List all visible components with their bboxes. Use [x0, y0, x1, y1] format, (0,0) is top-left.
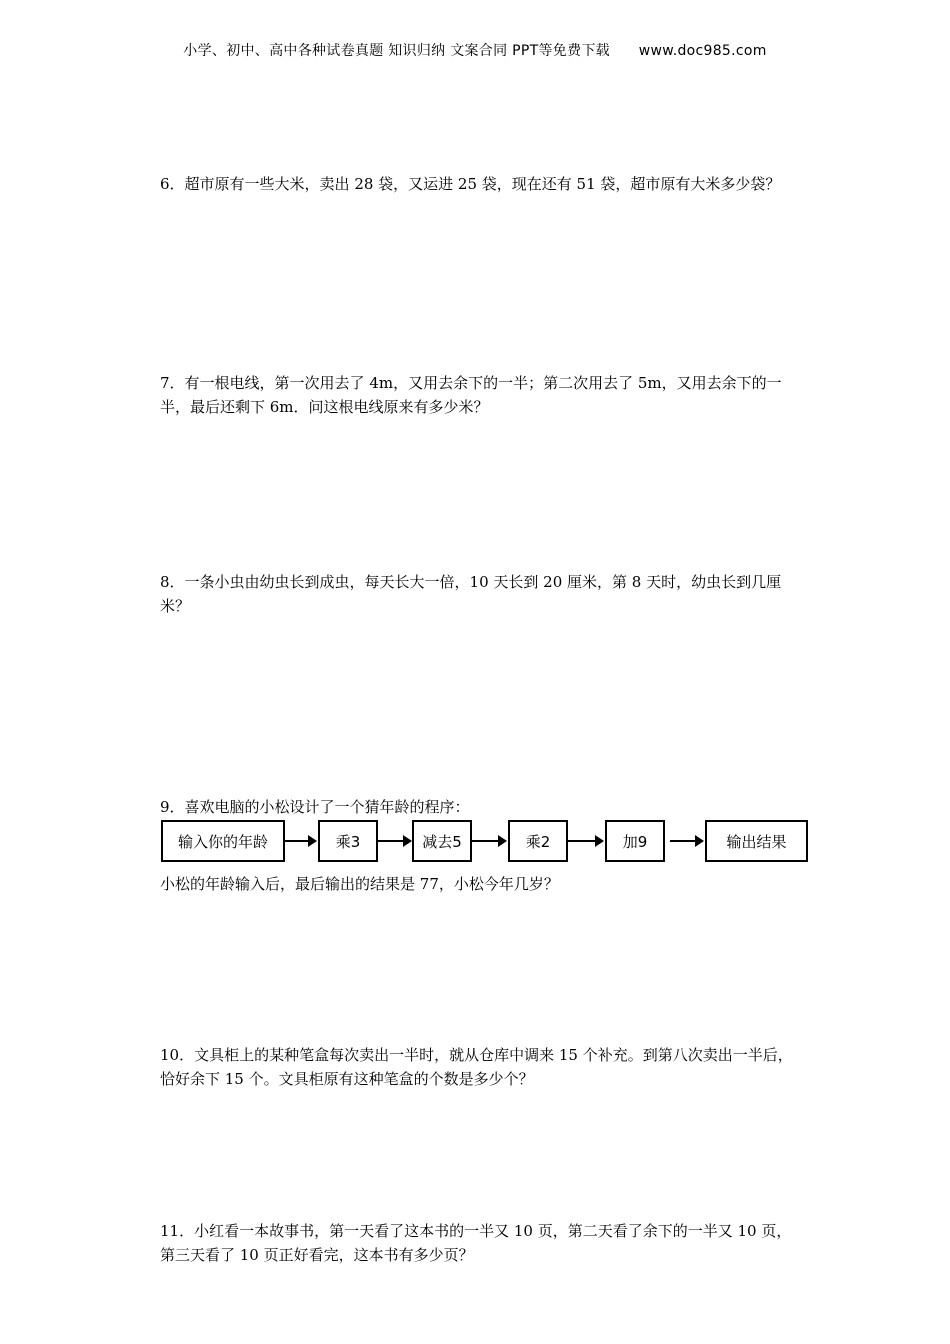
page-header — [0, 40, 950, 60]
flow-step-multiply-2: 乘2 — [508, 820, 568, 862]
flow-step-multiply-3: 乘3 — [318, 820, 378, 862]
flow-step-output: 输出结果 — [705, 820, 808, 862]
age-program-flowchart — [160, 820, 810, 866]
flow-step-add-9: 加9 — [605, 820, 665, 862]
question-10: 10．文具柜上的某种笔盒每次卖出一半时，就从仓库中调来 15 个补充。到第八次卖出一半后，恰好余下 15 个。文具柜原有这种笔盒的个数是多少个？ — [160, 1046, 793, 1088]
question-9-intro: 9．喜欢电脑的小松设计了一个猜年龄的程序： — [160, 798, 470, 816]
flow-step-input: 输入你的年龄 — [161, 820, 285, 862]
question-8: 8．一条小虫由幼虫长到成虫，每天长大一倍，10 天长到 20 厘米，第 8 天时，幼虫长到几厘米？ — [160, 573, 782, 615]
flow-arrow — [670, 840, 702, 842]
question-6: 6．超市原有一些大米，卖出 28 袋，又运进 25 袋，现在还有 51 袋，超市原有大米多少袋？ — [160, 175, 781, 193]
flow-arrow — [378, 840, 410, 842]
question-9-text: 小松的年龄输入后，最后输出的结果是 77，小松今年几岁？ — [160, 875, 559, 893]
question-11: 11．小红看一本故事书，第一天看了这本书的一半又 10 页，第二天看了余下的一半又 10 页，第三天看了 10 页正好看完，这本书有多少页？ — [160, 1222, 792, 1264]
flow-step-subtract-5: 减去5 — [412, 820, 472, 862]
header-site: www.doc985.com — [638, 43, 767, 59]
flow-arrow — [285, 840, 315, 842]
flow-arrow — [472, 840, 505, 842]
question-7: 7．有一根电线，第一次用去了 4m，又用去余下的一半；第二次用去了 5m，又用去余下的一半，最后还剩下 6m．问这根电线原来有多少米？ — [160, 374, 782, 416]
flow-arrow — [568, 840, 602, 842]
header-text: 小学、初中、高中各种试卷真题 知识归纳 文案合同 PPT等免费下载 — [183, 43, 610, 59]
